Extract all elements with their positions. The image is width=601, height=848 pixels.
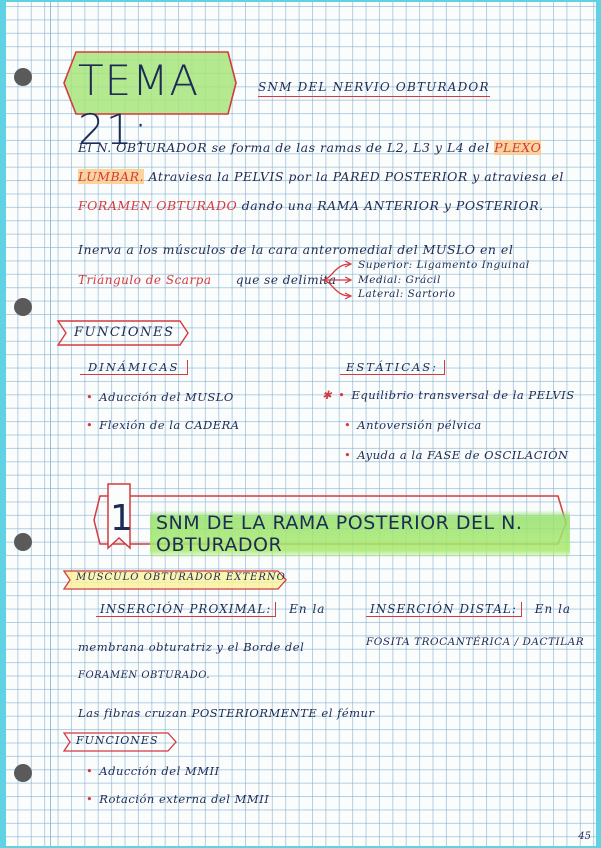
branch-item: Lateral: Sartorio xyxy=(358,288,456,300)
section-title: SNM DE LA RAMA POSTERIOR DEL N. OBTURADOR xyxy=(150,510,570,558)
intro-line-4: Inerva a los músculos de la cara anteromedial del MUSLO en el xyxy=(78,242,514,257)
binder-hole xyxy=(14,298,32,316)
funciones2-title: FUNCIONES xyxy=(76,734,159,747)
estaticas-label: ESTÁTICAS: xyxy=(340,360,445,375)
branch-list xyxy=(358,258,530,302)
insercion-distal: INSERCIÓN DISTAL: En la xyxy=(366,602,571,616)
fibras-text: Las fibras cruzan POSTERIORMENTE el fémur xyxy=(78,706,375,720)
insercion-proximal-label: INSERCIÓN PROXIMAL: xyxy=(96,602,276,617)
page-number: 45 xyxy=(578,831,591,842)
funciones2-item: • Rotación externa del MMII xyxy=(86,792,270,806)
dinamicas-item: • Flexión de la CADERA xyxy=(86,418,240,432)
section-number: 1 xyxy=(110,498,133,539)
intro-line-5: Triángulo de Scarpa que se delimita xyxy=(78,273,337,287)
margin-line xyxy=(50,2,51,846)
dinamicas-label: DINÁMICAS xyxy=(80,360,188,375)
intro-line-3: FORAMEN OBTURADO dando una RAMA ANTERIOR y POSTERIOR. xyxy=(78,198,544,213)
asterisk-icon: ✱ xyxy=(322,388,333,402)
funciones2-item: • Aducción del MMII xyxy=(86,764,220,778)
estaticas-item: • Ayuda a la FASE de OSCILACIÓN xyxy=(344,448,569,462)
musculo-label: MUSCULO OBTURADOR EXTERNO xyxy=(76,572,286,583)
tema-title: TEMA 21: xyxy=(78,56,200,154)
binder-hole xyxy=(14,764,32,782)
insercion-proximal: INSERCIÓN PROXIMAL: En la xyxy=(96,602,325,616)
branch-arrows xyxy=(318,258,354,302)
binder-hole xyxy=(14,533,32,551)
tema-heading xyxy=(58,48,238,154)
branch-item: Medial: Grácil xyxy=(358,273,441,286)
estaticas-item: ✱ • Equilibrio transversal de la PELVIS xyxy=(322,388,575,402)
tema-subtitle: SNM DEL NERVIO OBTURADOR xyxy=(258,80,490,97)
insercion-proximal-text: membrana obturatriz y el Borde del xyxy=(78,640,305,654)
dinamicas-item: • Aducción del MUSLO xyxy=(86,390,234,404)
insercion-distal-label: INSERCIÓN DISTAL: xyxy=(366,602,522,617)
section-heading xyxy=(90,488,570,558)
branch-item: Superior: Ligamento Inguinal xyxy=(358,259,530,271)
intro-line-2: LUMBAR. Atraviesa la PELVIS por la PARED POSTERIOR y atraviesa el xyxy=(78,169,564,184)
funciones-title: FUNCIONES xyxy=(74,325,175,340)
insercion-distal-text: FOSITA TROCANTÉRICA / DACTILAR xyxy=(366,636,585,648)
binder-hole xyxy=(14,68,32,86)
insercion-proximal-text-2: FORAMEN OBTURADO. xyxy=(78,670,211,681)
intro-line-1: El N. OBTURADOR se forma de las ramas de L2, L3 y L4 del PLEXO xyxy=(78,140,542,155)
estaticas-item: • Antoversión pélvica xyxy=(344,418,482,432)
